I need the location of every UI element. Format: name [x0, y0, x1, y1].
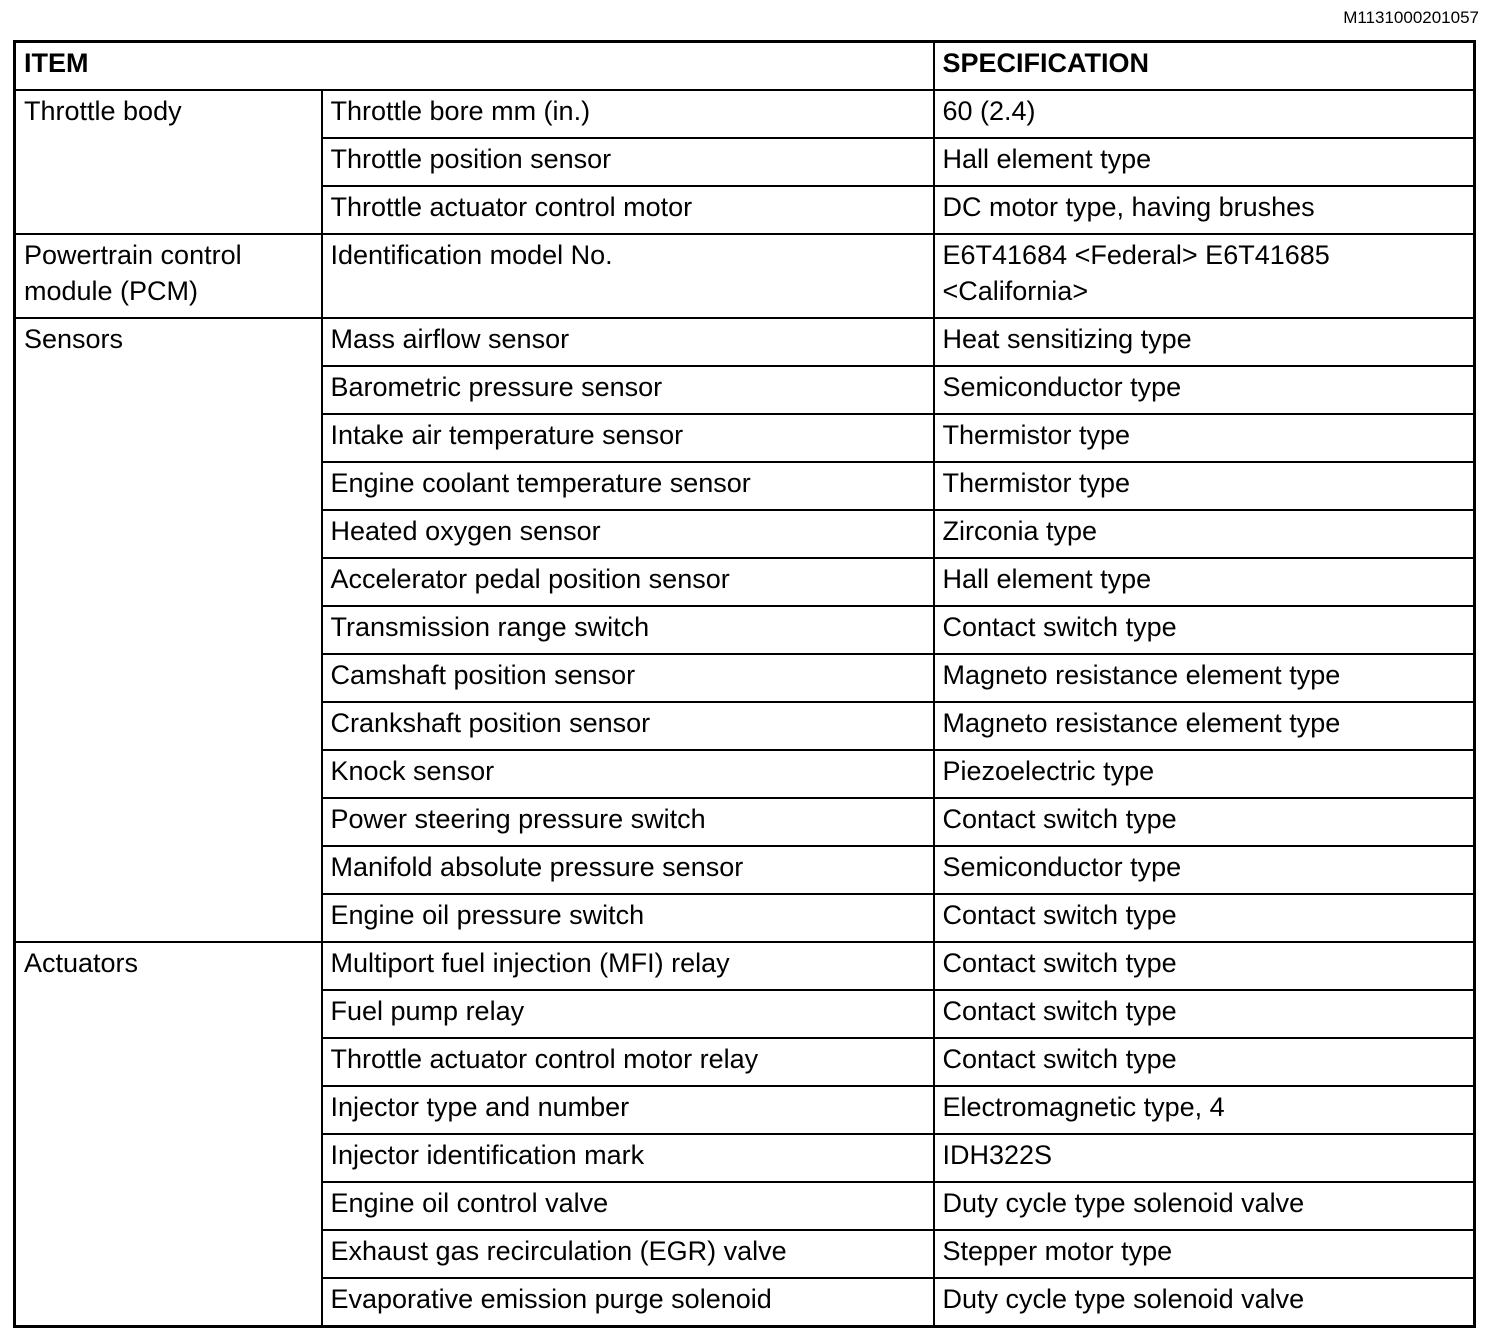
- group-name-cell: Actuators: [15, 942, 322, 1327]
- item-cell: Crankshaft position sensor: [322, 702, 934, 750]
- item-cell: Knock sensor: [322, 750, 934, 798]
- item-cell: Identification model No.: [322, 234, 934, 318]
- item-cell: Injector identification mark: [322, 1134, 934, 1182]
- item-cell: Transmission range switch: [322, 606, 934, 654]
- spec-cell: Contact switch type: [934, 894, 1475, 942]
- item-cell: Multiport fuel injection (MFI) relay: [322, 942, 934, 990]
- table-row: [15, 942, 1475, 990]
- table-row: [15, 90, 1475, 138]
- item-cell: Camshaft position sensor: [322, 654, 934, 702]
- spec-cell: Semiconductor type: [934, 846, 1475, 894]
- spec-cell: Thermistor type: [934, 414, 1475, 462]
- item-cell: Mass airflow sensor: [322, 318, 934, 366]
- item-cell: Throttle bore mm (in.): [322, 90, 934, 138]
- spec-cell: Contact switch type: [934, 798, 1475, 846]
- table-body: [15, 90, 1475, 1327]
- item-cell: Heated oxygen sensor: [322, 510, 934, 558]
- spec-cell: Stepper motor type: [934, 1230, 1475, 1278]
- spec-cell: Hall element type: [934, 138, 1475, 186]
- spec-cell: Electromagnetic type, 4: [934, 1086, 1475, 1134]
- specification-table: [13, 40, 1476, 1328]
- item-cell: Throttle actuator control motor relay: [322, 1038, 934, 1086]
- spec-cell: Magneto resistance element type: [934, 702, 1475, 750]
- group-name-cell: Sensors: [15, 318, 322, 942]
- item-cell: Engine oil pressure switch: [322, 894, 934, 942]
- item-cell: Throttle actuator control motor: [322, 186, 934, 234]
- item-cell: Power steering pressure switch: [322, 798, 934, 846]
- spec-cell: Magneto resistance element type: [934, 654, 1475, 702]
- group-name-cell: Powertrain control module (PCM): [15, 234, 322, 318]
- spec-cell: DC motor type, having brushes: [934, 186, 1475, 234]
- spec-cell: Heat sensitizing type: [934, 318, 1475, 366]
- document-id: M1131000201057: [1343, 8, 1479, 27]
- item-cell: Engine coolant temperature sensor: [322, 462, 934, 510]
- group-name-cell: Throttle body: [15, 90, 322, 234]
- item-cell: Evaporative emission purge solenoid: [322, 1278, 934, 1327]
- table-row: [15, 318, 1475, 366]
- item-cell: Manifold absolute pressure sensor: [322, 846, 934, 894]
- spec-cell: E6T41684 <Federal> E6T41685 <California>: [934, 234, 1475, 318]
- item-cell: Injector type and number: [322, 1086, 934, 1134]
- item-cell: Engine oil control valve: [322, 1182, 934, 1230]
- item-cell: Fuel pump relay: [322, 990, 934, 1038]
- spec-cell: Duty cycle type solenoid valve: [934, 1278, 1475, 1327]
- spec-cell: 60 (2.4): [934, 90, 1475, 138]
- table-header-row: [15, 42, 1475, 91]
- table-row: [15, 234, 1475, 318]
- item-cell: Throttle position sensor: [322, 138, 934, 186]
- header-specification: SPECIFICATION: [934, 42, 1475, 91]
- spec-cell: Zirconia type: [934, 510, 1475, 558]
- item-cell: Accelerator pedal position sensor: [322, 558, 934, 606]
- item-cell: Exhaust gas recirculation (EGR) valve: [322, 1230, 934, 1278]
- spec-cell: Thermistor type: [934, 462, 1475, 510]
- spec-cell: Contact switch type: [934, 606, 1475, 654]
- spec-cell: Contact switch type: [934, 990, 1475, 1038]
- item-cell: Barometric pressure sensor: [322, 366, 934, 414]
- header-item: ITEM: [15, 42, 934, 91]
- spec-cell: Contact switch type: [934, 1038, 1475, 1086]
- spec-cell: IDH322S: [934, 1134, 1475, 1182]
- spec-cell: Hall element type: [934, 558, 1475, 606]
- spec-cell: Duty cycle type solenoid valve: [934, 1182, 1475, 1230]
- item-cell: Intake air temperature sensor: [322, 414, 934, 462]
- spec-cell: Piezoelectric type: [934, 750, 1475, 798]
- spec-cell: Contact switch type: [934, 942, 1475, 990]
- spec-cell: Semiconductor type: [934, 366, 1475, 414]
